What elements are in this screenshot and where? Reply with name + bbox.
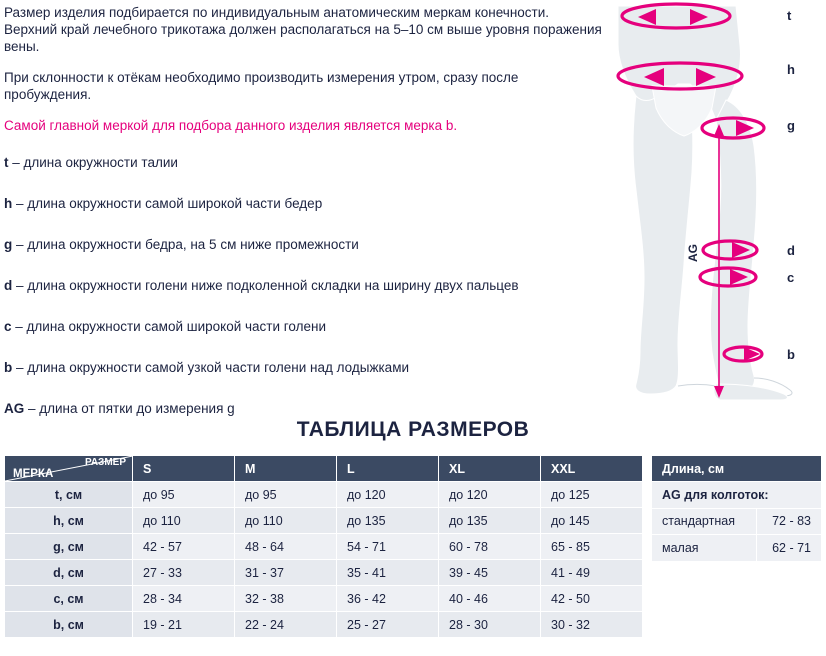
cell-b-xl: 28 - 30 — [439, 612, 541, 638]
cell-d-m: 31 - 37 — [235, 560, 337, 586]
row-label-d: d, см — [5, 560, 133, 586]
length-row-label-small: малая — [652, 535, 757, 562]
cell-h-xxl: до 145 — [541, 508, 643, 534]
cell-c-l: 36 - 42 — [337, 586, 439, 612]
table-row — [5, 586, 643, 612]
cell-b-s: 19 - 21 — [133, 612, 235, 638]
legs-illustration-svg — [540, 0, 826, 408]
cell-t-xl: до 120 — [439, 482, 541, 508]
legend-text-ag: – длина от пятки до измерения g — [24, 401, 235, 416]
legend-text-b: – длина окружности самой узкой части голени над лодыжками — [12, 360, 410, 375]
row-label-b: b, см — [5, 612, 133, 638]
size-table-corner-cell — [5, 456, 133, 482]
legend-key-g: g — [4, 237, 13, 252]
label-d: d — [787, 243, 795, 258]
instructions-column — [4, 4, 604, 441]
size-column-header-xxl: XXL — [541, 456, 643, 482]
intro-paragraph-1: Размер изделия подбирается по индивидуальным анатомическим меркам конечности. Верхний край лечебного трикотажа должен располагаться на 5–10 см выше уровня поражения вены. — [4, 5, 602, 54]
legend-item-ag — [4, 400, 604, 417]
table-row-spacer — [652, 561, 822, 587]
legend-text-d: – длина окружности голени ниже подколенной складки на ширину двух пальцев — [12, 278, 519, 293]
table-row — [652, 482, 822, 509]
label-b: b — [787, 347, 795, 362]
cell-c-xl: 40 - 46 — [439, 586, 541, 612]
length-table-header-row — [652, 456, 822, 482]
cell-t-xxl: до 125 — [541, 482, 643, 508]
measurement-diagram — [540, 0, 826, 408]
length-table-spacer-1 — [652, 561, 822, 587]
cell-c-m: 32 - 38 — [235, 586, 337, 612]
size-table — [4, 455, 643, 638]
length-row-value-small: 62 - 71 — [757, 535, 822, 562]
legend-text-h: – длина окружности самой широкой части бедер — [12, 196, 323, 211]
cell-d-xxl: 41 - 49 — [541, 560, 643, 586]
size-column-header-m: M — [235, 456, 337, 482]
legend-item-t — [4, 154, 604, 171]
table-row — [5, 534, 643, 560]
cell-d-s: 27 - 33 — [133, 560, 235, 586]
legend-key-ag: AG — [4, 401, 25, 416]
cell-h-xl: до 135 — [439, 508, 541, 534]
cell-d-xl: 39 - 45 — [439, 560, 541, 586]
table-row — [5, 612, 643, 638]
cell-d-l: 35 - 41 — [337, 560, 439, 586]
cell-g-s: 42 - 57 — [133, 534, 235, 560]
row-label-g: g, см — [5, 534, 133, 560]
size-column-header-l: L — [337, 456, 439, 482]
length-table-spacer-2 — [652, 587, 822, 612]
legend-item-g — [4, 236, 604, 253]
legend-text-t: – длина окружности талии — [8, 155, 178, 170]
label-g: g — [787, 118, 795, 133]
length-table-subheader: AG для колготок: — [652, 482, 822, 509]
row-label-c: c, см — [5, 586, 133, 612]
cell-t-s: до 95 — [133, 482, 235, 508]
table-row-spacer — [652, 587, 822, 612]
legend-key-t: t — [4, 155, 9, 170]
corner-label-measure: МЕРКА — [13, 468, 54, 480]
legend-key-c: c — [4, 319, 12, 334]
cell-b-m: 22 - 24 — [235, 612, 337, 638]
cell-b-l: 25 - 27 — [337, 612, 439, 638]
foot-shape — [714, 384, 788, 400]
table-row — [652, 508, 822, 535]
legend-key-h: h — [4, 196, 13, 211]
legend-text-c: – длина окружности самой широкой части голени — [11, 319, 326, 334]
cell-g-xl: 60 - 78 — [439, 534, 541, 560]
legend-item-b — [4, 359, 604, 376]
cell-g-m: 48 - 64 — [235, 534, 337, 560]
size-column-header-s: S — [133, 456, 235, 482]
cell-c-s: 28 - 34 — [133, 586, 235, 612]
intro-paragraph-highlight: Самой главной меркой для подбора данного изделия является мерка b. — [4, 118, 458, 133]
label-h: h — [787, 62, 795, 77]
tables-container — [4, 455, 822, 638]
cell-g-xxl: 65 - 85 — [541, 534, 643, 560]
corner-label-size: РАЗМЕР — [85, 457, 126, 468]
legend-item-d — [4, 277, 604, 294]
legend-item-h — [4, 195, 604, 212]
size-table-header-row — [5, 456, 643, 482]
cell-c-xxl: 42 - 50 — [541, 586, 643, 612]
cell-t-l: до 120 — [337, 482, 439, 508]
length-table — [651, 455, 822, 638]
length-table-header: Длина, см — [652, 456, 822, 482]
label-ag: AG — [686, 244, 700, 262]
cell-h-l: до 135 — [337, 508, 439, 534]
cell-g-l: 54 - 71 — [337, 534, 439, 560]
table-row-spacer — [652, 612, 822, 638]
row-label-t: t, см — [5, 482, 133, 508]
legend-item-c — [4, 318, 604, 335]
length-row-value-standard: 72 - 83 — [757, 508, 822, 535]
row-label-h: h, см — [5, 508, 133, 534]
table-row — [5, 482, 643, 508]
legend-text-g: – длина окружности бедра, на 5 см ниже промежности — [12, 237, 359, 252]
table-row — [5, 560, 643, 586]
length-row-label-standard: стандартная — [652, 508, 757, 535]
table-row — [652, 535, 822, 562]
cell-t-m: до 95 — [235, 482, 337, 508]
table-row — [5, 508, 643, 534]
cell-h-s: до 110 — [133, 508, 235, 534]
length-table-spacer-3 — [652, 612, 822, 638]
legend-key-d: d — [4, 278, 13, 293]
cell-b-xxl: 30 - 32 — [541, 612, 643, 638]
table-title: ТАБЛИЦА РАЗМЕРОВ — [296, 418, 530, 441]
cell-h-m: до 110 — [235, 508, 337, 534]
label-t: t — [787, 8, 792, 23]
legend-key-b: b — [4, 360, 13, 375]
intro-paragraph-2: При склонности к отёкам необходимо производить измерения утром, сразу после пробуждения. — [4, 70, 519, 102]
label-c: c — [787, 270, 795, 285]
size-column-header-xl: XL — [439, 456, 541, 482]
